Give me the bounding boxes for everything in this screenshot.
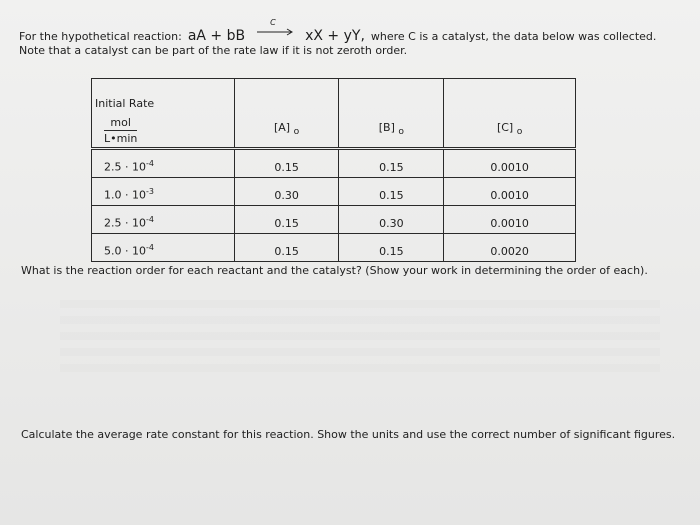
reaction-arrow <box>255 18 295 40</box>
question-rate-constant: Calculate the average rate constant for this reaction. Show the units and use the correct number of significant figures. <box>21 428 676 441</box>
cell-c: 0.0010 <box>444 206 576 234</box>
arrow-icon <box>255 28 295 36</box>
cell-rate: $1.0 \cdot 10^{-3}$ <box>92 178 235 206</box>
header-initial-rate: Initial Rate $\frac{\text{mol}}{L•\min}$ <box>92 79 235 149</box>
intro-text: For the hypothetical reaction: <box>19 30 182 43</box>
cell-rate: $2.5 \cdot 10^{-4}$ <box>92 206 235 234</box>
table-row <box>92 206 576 234</box>
rate-data-table <box>91 78 576 262</box>
catalyst-note: where C is a catalyst, the data below was collected. <box>370 30 657 43</box>
paper-texture <box>60 300 660 380</box>
catalyst-label: C <box>270 18 276 27</box>
header-conc-c: [C] $_o$ <box>444 79 576 149</box>
table-row <box>92 234 576 262</box>
reaction-line <box>19 18 657 44</box>
cell-b: 0.30 <box>339 206 444 234</box>
cell-a: 0.15 <box>234 149 339 178</box>
cell-rate: $5.0 \cdot 10^{-4}$ <box>92 234 235 262</box>
cell-c: 0.0010 <box>444 149 576 178</box>
cell-b: 0.15 <box>339 178 444 206</box>
table-header-row <box>92 79 576 149</box>
rate-law-note: Note that a catalyst can be part of the rate law if it is not zeroth order. <box>19 44 408 57</box>
cell-a: 0.30 <box>234 178 339 206</box>
cell-c: 0.0020 <box>444 234 576 262</box>
cell-c: 0.0010 <box>444 178 576 206</box>
table-row <box>92 149 576 178</box>
table-row <box>92 178 576 206</box>
cell-rate: $2.5 \cdot 10^{-4}$ <box>92 149 235 178</box>
header-conc-a: [A] $_o$ <box>234 79 339 149</box>
question-reaction-order: What is the reaction order for each reactant and the catalyst? (Show your work in determining the order of each). <box>21 264 648 277</box>
cell-a: 0.15 <box>234 206 339 234</box>
cell-a: 0.15 <box>234 234 339 262</box>
products: xX + yY, <box>305 28 365 44</box>
header-conc-b: [B] $_o$ <box>339 79 444 149</box>
reactants: aA + bB <box>187 28 246 44</box>
cell-b: 0.15 <box>339 234 444 262</box>
rate-unit: $\frac{\text{mol}}{L•\min}$ <box>104 116 138 145</box>
cell-b: 0.15 <box>339 149 444 178</box>
